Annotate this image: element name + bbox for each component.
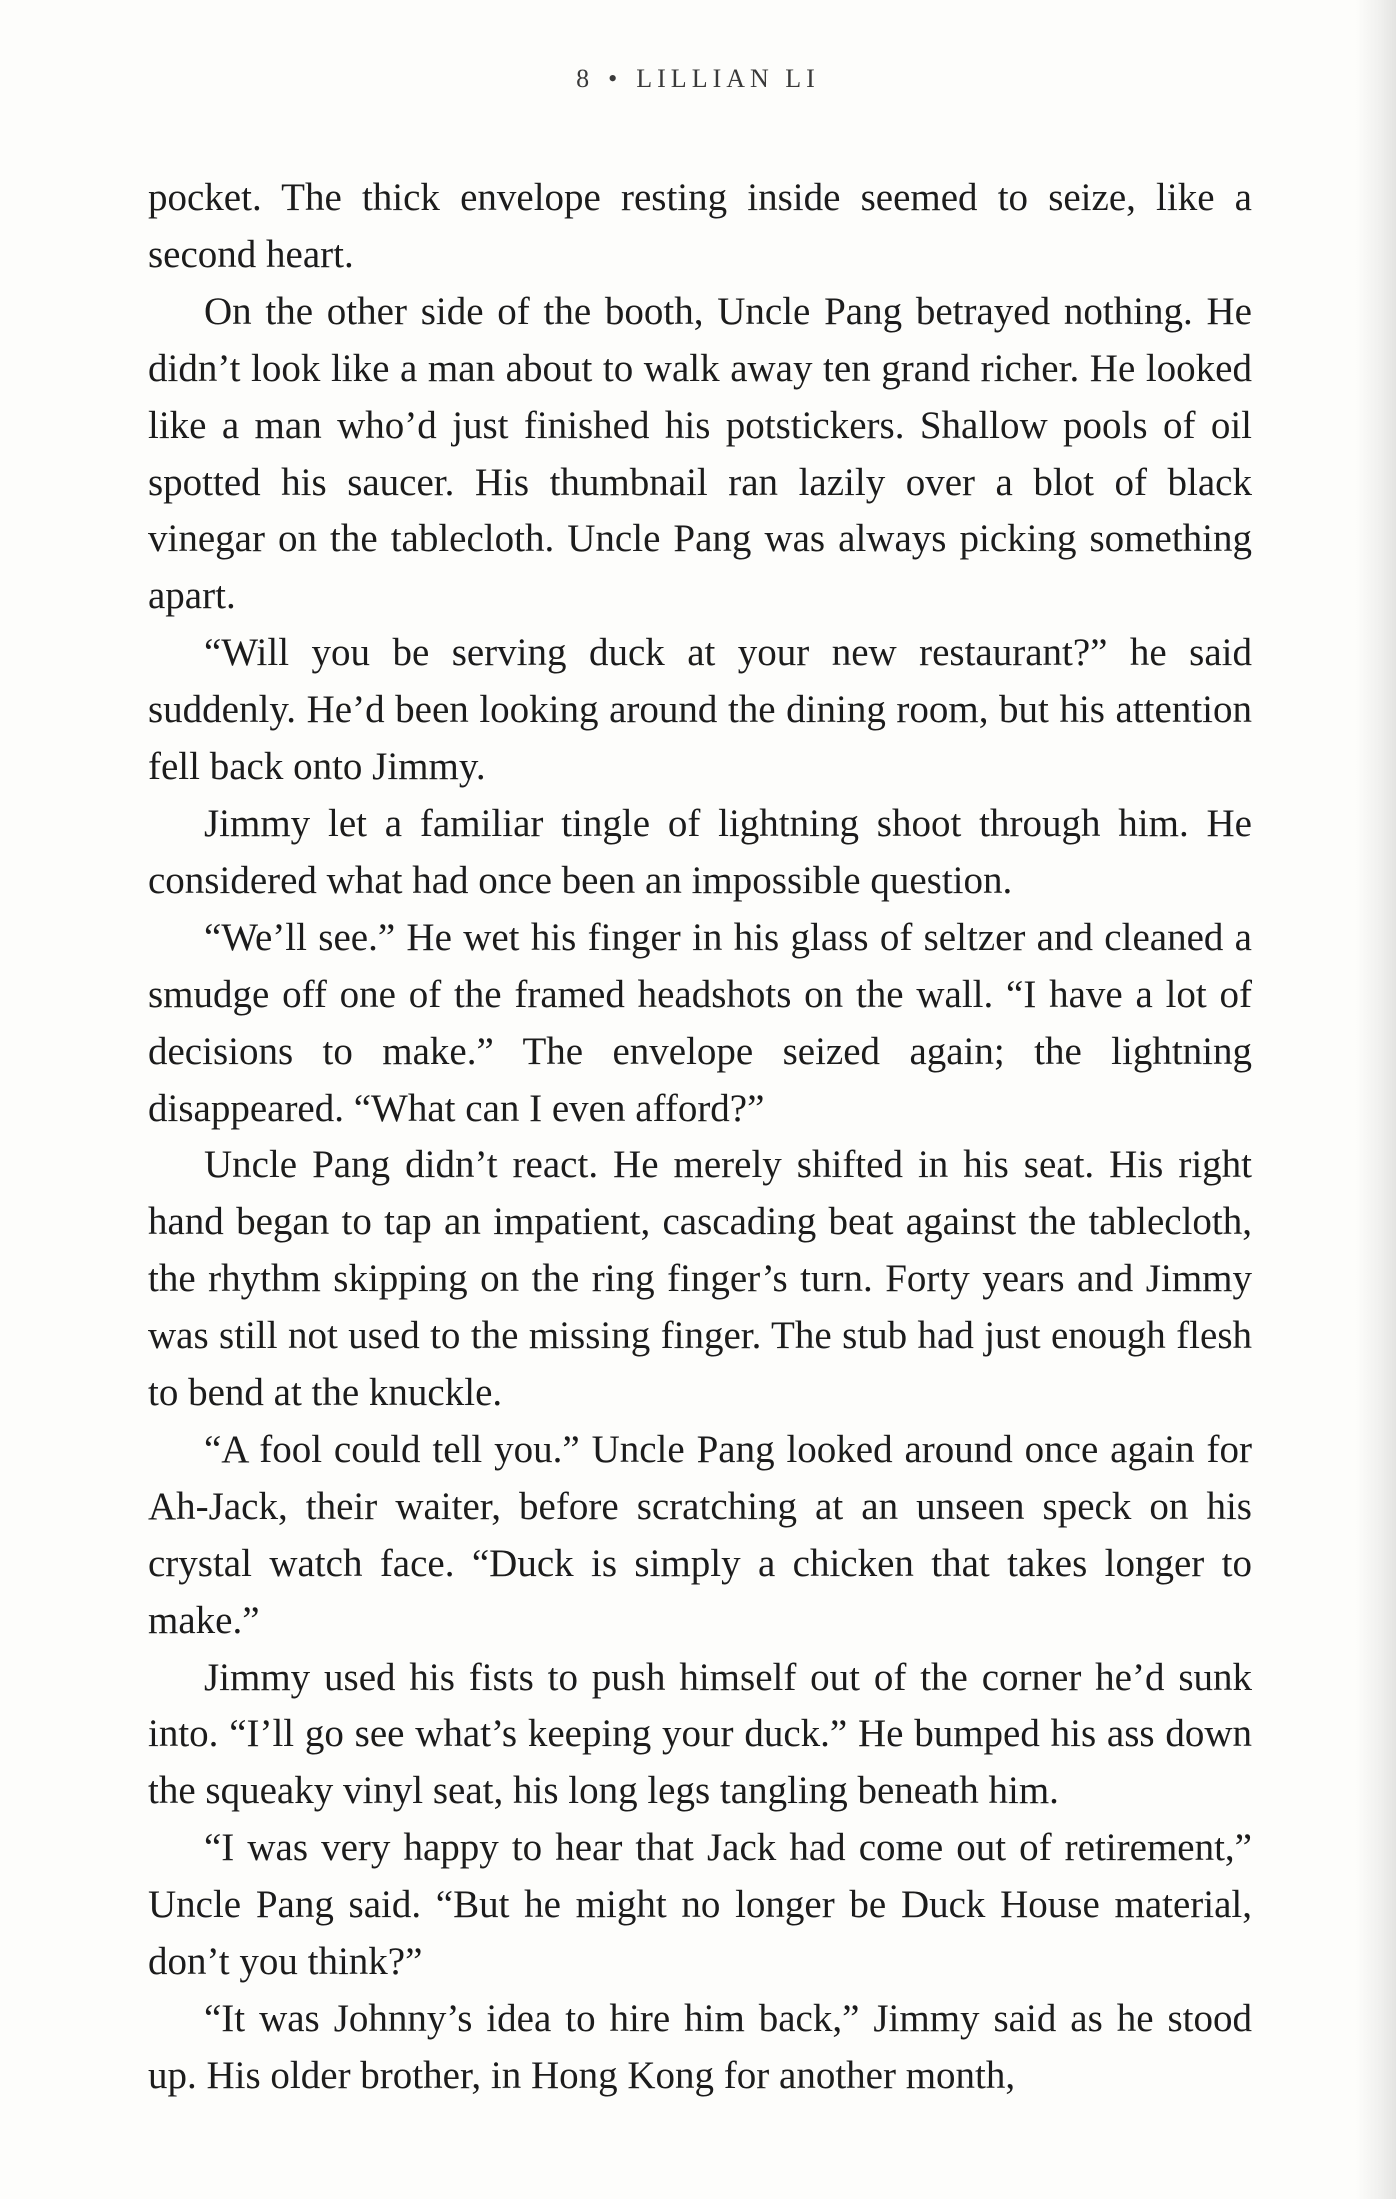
paragraph-1: pocket. The thick envelope resting inside seemed to seize, like a second heart. [148,176,1252,276]
page-gutter-shadow [1356,0,1396,2199]
paragraph-2: On the other side of the booth, Uncle Pang betrayed nothing. He didn’t look like a man about to walk away ten grand richer. He looked like a man who’d just finished his potstickers. Shallow pools of oil spotted his saucer. His thumbnail ran lazily over a blot of black vinegar on the tablecloth. Uncle Pang was always picking something apart. [148,289,1252,618]
paragraph-10: “It was Johnny’s idea to hire him back,” Jimmy said as he stood up. His older brother, in Hong Kong for another month, [148,1997,1252,2097]
paragraph-3: “Will you be serving duck at your new restaurant?” he said suddenly. He’d been looking around the dining room, but his attention fell back onto Jimmy. [148,631,1252,789]
paragraph-6: Uncle Pang didn’t react. He merely shifted in his seat. His right hand began to tap an impatient, cascading beat against the tablecloth, the rhythm skipping on the ring finger’s turn. Forty years and Jimmy was still not used to the missing finger. The stub had just enough flesh to bend at the knuckle. [148,1143,1252,1415]
paragraph-8: Jimmy used his fists to push himself out of the corner he’d sunk into. “I’ll go see what’s keeping your duck.” He bumped his ass down the squeaky vinyl seat, his long legs tangling beneath him. [148,1655,1252,1813]
paragraph-5: “We’ll see.” He wet his finger in his glass of seltzer and cleaned a smudge off one of the framed headshots on the wall. “I have a lot of decisions to make.” The envelope seized again; the lightning disappeared. “What can I even afford?” [148,915,1252,1130]
header-separator: • [608,64,623,93]
author-name: LILLIAN LI [636,64,820,93]
paragraph-4: Jimmy let a familiar tingle of lightning shoot through him. He considered what had once been an impossible question. [148,801,1252,902]
paragraph-7: “A fool could tell you.” Uncle Pang looked around once again for Ah-Jack, their waiter, before scratching at an unseen speck on his crystal watch face. “Duck is simply a chicken that takes longer to make.” [148,1427,1252,1642]
body-text [148,170,1252,2105]
running-head [0,64,1396,94]
page-number: 8 [576,64,595,93]
paragraph-9: “I was very happy to hear that Jack had come out of retirement,” Uncle Pang said. “But he might no longer be Duck House material, don’t you think?” [148,1826,1252,1984]
